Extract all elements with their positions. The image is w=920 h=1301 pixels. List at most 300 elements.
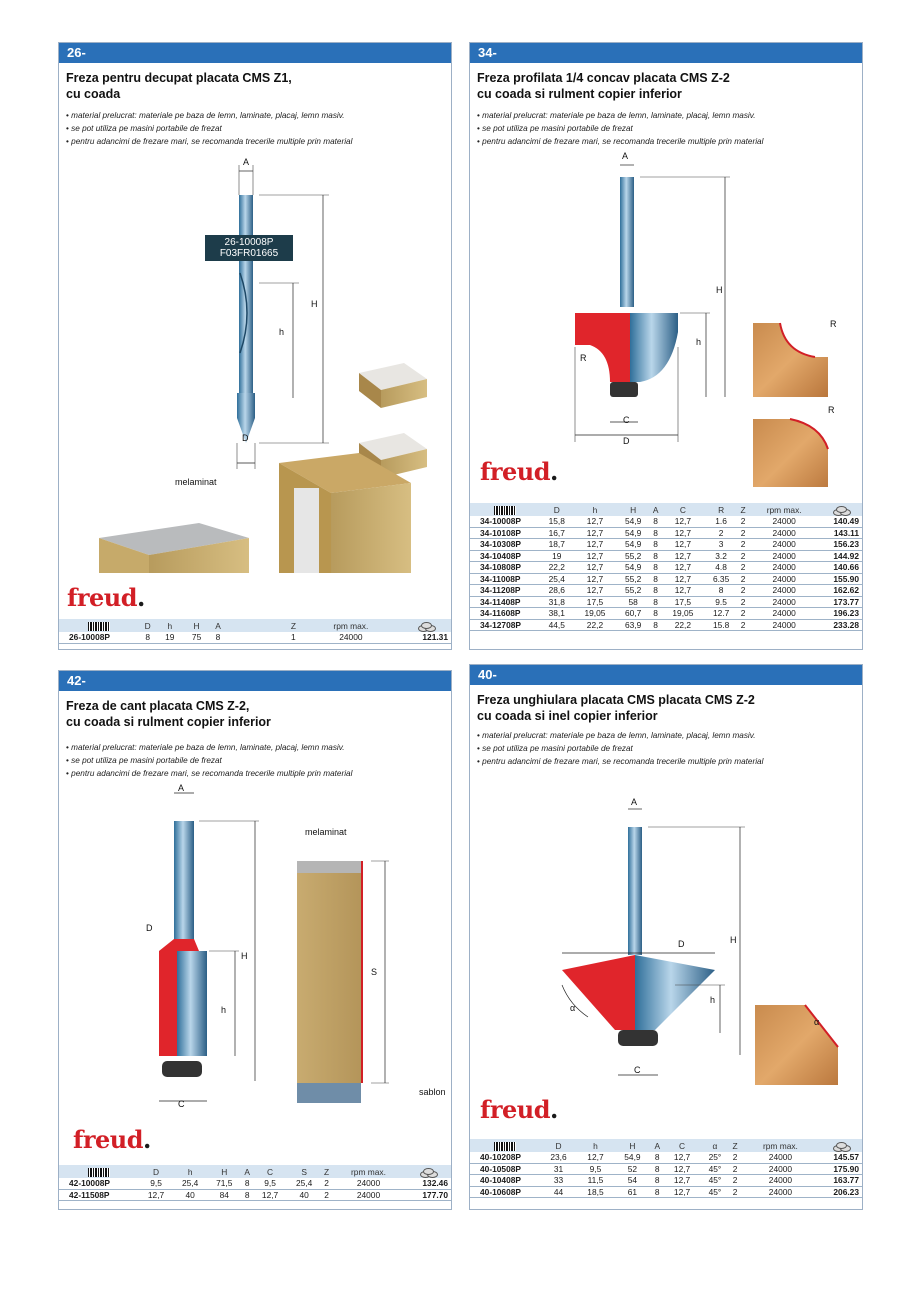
table-cell: 3.2: [704, 550, 737, 562]
product-code-cell: 26-10008P: [59, 632, 139, 643]
table-cell: 12,7: [661, 516, 704, 527]
spec-table: [59, 1165, 451, 1201]
table-cell: 17,5: [661, 596, 704, 608]
table-cell: 54,9: [616, 516, 649, 527]
table-cell: 8: [704, 585, 737, 597]
table-row: [470, 619, 862, 631]
table-cell: 3: [704, 539, 737, 551]
table-cell: 16,7: [540, 527, 573, 539]
table-cell: 31,8: [540, 596, 573, 608]
col-header: Z: [729, 1139, 741, 1152]
table-cell: 22,2: [540, 562, 573, 574]
table-cell: 17,5: [573, 596, 616, 608]
product-code-cell: 34-10308P: [470, 539, 540, 551]
table-cell: 8: [651, 1175, 664, 1187]
table-cell: 25°: [701, 1152, 730, 1163]
table-row: [470, 562, 862, 574]
table-cell: 71,5: [207, 1178, 241, 1189]
table-cell: 8: [650, 562, 661, 574]
table-cell: 2: [738, 527, 749, 539]
product-code-cell: 42-11508P: [59, 1189, 139, 1201]
table-cell: 24000: [332, 1189, 405, 1201]
table-cell: 40: [173, 1189, 207, 1201]
table-cell: 24000: [748, 550, 820, 562]
col-header: h: [577, 1139, 614, 1152]
title-line-2: cu coada: [66, 87, 121, 101]
sablon-label: sablon: [419, 1087, 446, 1097]
table-cell: 2: [729, 1175, 741, 1187]
table-cell: 24000: [748, 608, 820, 620]
col-header: C: [664, 1139, 701, 1152]
table-row: [470, 516, 862, 527]
table-cell: 12,7: [661, 562, 704, 574]
tag-ref: F03FR01665: [219, 248, 279, 259]
title-line-1: Freza de cant placata CMS Z-2,: [66, 699, 250, 713]
col-header: A: [210, 619, 226, 632]
table-cell: 12,7: [664, 1186, 701, 1198]
feature-list: [66, 741, 352, 780]
table-cell: 2: [704, 527, 737, 539]
table-cell: 8: [651, 1186, 664, 1198]
col-header: D: [139, 1165, 173, 1178]
table-row: [470, 596, 862, 608]
dim-label-h: h: [710, 995, 716, 1005]
product-code-cell: 34-10408P: [470, 550, 540, 562]
table-cell: 24000: [741, 1186, 820, 1198]
table-cell: 45°: [701, 1163, 730, 1175]
table-row: [470, 1152, 862, 1163]
table-cell: 8: [651, 1152, 664, 1163]
table-cell: 23,6: [540, 1152, 577, 1163]
col-header: D: [139, 619, 156, 632]
dim-label-H: H: [730, 935, 737, 945]
product-code-cell: 34-11608P: [470, 608, 540, 620]
price-cell: 233.28: [820, 619, 862, 631]
col-header: A: [650, 503, 661, 516]
table-cell: 12,7: [661, 573, 704, 585]
freud-logo: freud.: [480, 457, 558, 486]
dim-label-D: D: [678, 939, 685, 949]
col-header: h: [573, 503, 616, 516]
table-cell: 12,7: [573, 516, 616, 527]
col-header: rpm max.: [301, 619, 401, 632]
price-cell: 163.77: [820, 1175, 862, 1187]
table-cell: 8: [651, 1163, 664, 1175]
price-coins-icon: [416, 622, 436, 631]
table-cell: 24000: [332, 1178, 405, 1189]
dim-label-S: S: [371, 967, 378, 977]
dim-label-H: H: [311, 299, 318, 309]
table-cell: 8: [650, 550, 661, 562]
product-panel-26: [58, 42, 452, 650]
table-row: [470, 1175, 862, 1187]
table-cell: 52: [614, 1163, 651, 1175]
barcode-icon: [88, 1168, 110, 1177]
dim-label-R: R: [580, 353, 587, 363]
table-cell: 44: [540, 1186, 577, 1198]
price-cell: 156.23: [820, 539, 862, 551]
dim-label-C: C: [634, 1065, 641, 1075]
col-header: rpm max.: [741, 1139, 820, 1152]
feature-item: • pentru adancimi de frezare mari, se recomanda trecerile multiple prin material: [477, 755, 763, 768]
price-cell: 173.77: [820, 596, 862, 608]
table-cell: 40: [287, 1189, 321, 1201]
table-cell: 24000: [748, 596, 820, 608]
table-cell: 2: [738, 619, 749, 631]
table-cell: 12,7: [573, 573, 616, 585]
dim-label-h: h: [279, 327, 285, 337]
product-panel-34: [469, 42, 863, 650]
col-header: H: [614, 1139, 651, 1152]
table-cell: 24000: [741, 1175, 820, 1187]
table-cell: 8: [650, 527, 661, 539]
table-cell: 12,7: [139, 1189, 173, 1201]
col-header: H: [183, 619, 210, 632]
table-cell: 24000: [741, 1163, 820, 1175]
price-cell: 162.62: [820, 585, 862, 597]
col-header: H: [616, 503, 649, 516]
feature-item: • material prelucrat: materiale pe baza de lemn, laminate, placaj, lemn masiv.: [66, 741, 352, 754]
table-cell: 60,7: [616, 608, 649, 620]
dim-label-h: h: [696, 337, 702, 347]
table-cell: 12,7: [573, 562, 616, 574]
table-row: [470, 1186, 862, 1198]
dim-label-A: A: [178, 783, 185, 793]
table-cell: 2: [738, 585, 749, 597]
table-cell: 2: [738, 516, 749, 527]
freud-logo: freud.: [480, 1095, 558, 1124]
product-code-cell: 34-10108P: [470, 527, 540, 539]
price-cell: 206.23: [820, 1186, 862, 1198]
table-cell: 11,5: [577, 1175, 614, 1187]
spec-table: [470, 503, 862, 631]
dim-label-C: C: [178, 1099, 185, 1109]
table-cell: 2: [729, 1152, 741, 1163]
table-cell: 9.5: [704, 596, 737, 608]
panel-title: [66, 70, 292, 102]
dim-label-D: D: [146, 923, 153, 933]
dim-label-alpha: α: [570, 1003, 576, 1013]
table-cell: 24000: [748, 573, 820, 585]
table-row: [59, 632, 451, 643]
table-cell: 54,9: [614, 1152, 651, 1163]
table-cell: 2: [738, 539, 749, 551]
table-cell: 8: [650, 573, 661, 585]
table-cell: 15.8: [704, 619, 737, 631]
col-header: h: [173, 1165, 207, 1178]
product-code-cell: 42-10008P: [59, 1178, 139, 1189]
table-cell: 55,2: [616, 573, 649, 585]
panel-header: [59, 43, 451, 63]
table-cell: 2: [738, 596, 749, 608]
table-cell: 2: [729, 1186, 741, 1198]
col-header: h: [156, 619, 183, 632]
feature-item: • se pot utiliza pe masini portabile de frezat: [66, 754, 352, 767]
table-cell: 2: [738, 573, 749, 585]
table-cell: 6.35: [704, 573, 737, 585]
table-row: [470, 527, 862, 539]
table-cell: 12,7: [664, 1163, 701, 1175]
table-cell: 9,5: [577, 1163, 614, 1175]
table-row: [59, 1178, 451, 1189]
price-coins-icon: [418, 1168, 438, 1177]
melaminat-label: melaminat: [175, 477, 217, 487]
table-cell: 12,7: [573, 527, 616, 539]
product-code-cell: 34-11408P: [470, 596, 540, 608]
table-body: [59, 1178, 451, 1201]
table-row: [470, 550, 862, 562]
panel-header: [470, 665, 862, 685]
price-cell: 143.11: [820, 527, 862, 539]
table-cell: 18,7: [540, 539, 573, 551]
table-cell: 19: [156, 632, 183, 643]
table-cell: 8: [650, 608, 661, 620]
table-cell: 12,7: [661, 550, 704, 562]
table-cell: 8: [650, 539, 661, 551]
feature-item: • material prelucrat: materiale pe baza de lemn, laminate, placaj, lemn masiv.: [477, 109, 763, 122]
table-cell: 2: [738, 562, 749, 574]
table-cell: 8: [139, 632, 156, 643]
col-header: rpm max.: [332, 1165, 405, 1178]
table-cell: 12,7: [573, 585, 616, 597]
feature-list: [477, 109, 763, 148]
table-cell: 2: [738, 608, 749, 620]
panel-header: [59, 671, 451, 691]
table-body: [470, 1152, 862, 1198]
price-cell: 145.57: [820, 1152, 862, 1163]
table-cell: 1: [286, 632, 301, 643]
table-cell: 24000: [301, 632, 401, 643]
panel-number: 40-: [478, 667, 497, 682]
table-cell: 8: [650, 596, 661, 608]
freud-logo: freud.: [67, 583, 145, 612]
feature-item: • material prelucrat: materiale pe baza de lemn, laminate, placaj, lemn masiv.: [477, 729, 763, 742]
feature-item: • se pot utiliza pe masini portabile de frezat: [477, 122, 763, 135]
dim-label-A: A: [243, 157, 250, 167]
table-cell: 33: [540, 1175, 577, 1187]
profile-label-R1: R: [830, 319, 837, 329]
title-line-1: Freza profilata 1/4 concav placata CMS Z-2: [477, 71, 730, 85]
product-code-cell: 40-10208P: [470, 1152, 540, 1163]
table-cell: 31: [540, 1163, 577, 1175]
table-cell: 54,9: [616, 562, 649, 574]
table-cell: 55,2: [616, 585, 649, 597]
col-header: D: [540, 1139, 577, 1152]
dim-label-C: C: [623, 415, 630, 425]
col-header: C: [253, 1165, 287, 1178]
col-header: C: [661, 503, 704, 516]
table-cell: 2: [321, 1178, 332, 1189]
product-panel-40: [469, 664, 863, 1210]
table-cell: 2: [738, 550, 749, 562]
table-cell: 12,7: [573, 550, 616, 562]
price-cell: 140.66: [820, 562, 862, 574]
product-code-cell: 40-10608P: [470, 1186, 540, 1198]
table-cell: 54,9: [616, 527, 649, 539]
feature-list: [66, 109, 352, 148]
dim-label-H: H: [241, 951, 248, 961]
product-code-cell: 40-10508P: [470, 1163, 540, 1175]
title-line-2: cu coada si inel copier inferior: [477, 709, 658, 723]
dim-label-D: D: [623, 436, 630, 446]
table-cell: 8: [241, 1178, 253, 1189]
col-header: D: [540, 503, 573, 516]
table-cell: 61: [614, 1186, 651, 1198]
barcode-icon: [494, 1142, 516, 1151]
table-cell: 22,2: [661, 619, 704, 631]
profile-label-alpha: α: [814, 1017, 820, 1027]
price-coins-icon: [831, 506, 851, 515]
table-cell: 45°: [701, 1175, 730, 1187]
table-cell: 19: [540, 550, 573, 562]
table-cell: 44,5: [540, 619, 573, 631]
table-cell: 22,2: [573, 619, 616, 631]
dim-label-A: A: [622, 151, 629, 161]
table-cell: 54,9: [616, 539, 649, 551]
table-cell: 8: [241, 1189, 253, 1201]
table-cell: 19,05: [661, 608, 704, 620]
table-body: [470, 516, 862, 631]
product-panel-42: [58, 670, 452, 1210]
table-cell: 24000: [748, 527, 820, 539]
table-cell: 58: [616, 596, 649, 608]
product-code-cell: 34-12708P: [470, 619, 540, 631]
table-cell: 25,4: [540, 573, 573, 585]
table-header-row: [59, 619, 451, 632]
table-cell: 63,9: [616, 619, 649, 631]
product-code-cell: 34-11008P: [470, 573, 540, 585]
table-row: [470, 585, 862, 597]
table-cell: 12,7: [664, 1152, 701, 1163]
title-line-2: cu coada si rulment copier inferior: [66, 715, 271, 729]
table-cell: 19,05: [573, 608, 616, 620]
table-cell: 24000: [748, 585, 820, 597]
tag-code: 26-10008P: [224, 237, 274, 248]
table-cell: 25,4: [287, 1178, 321, 1189]
table-cell: 1.6: [704, 516, 737, 527]
feature-item: • pentru adancimi de frezare mari, se recomanda trecerile multiple prin material: [66, 135, 352, 148]
price-cell: 140.49: [820, 516, 862, 527]
price-cell: 196.23: [820, 608, 862, 620]
price-cell: 177.70: [405, 1189, 451, 1201]
title-line-1: Freza unghiulara placata CMS placata CMS Z-2: [477, 693, 755, 707]
table-cell: 9,5: [253, 1178, 287, 1189]
table-cell: 8: [650, 619, 661, 631]
table-cell: 25,4: [173, 1178, 207, 1189]
feature-item: • pentru adancimi de frezare mari, se recomanda trecerile multiple prin material: [66, 767, 352, 780]
col-header: A: [241, 1165, 253, 1178]
table-cell: 8: [650, 516, 661, 527]
profile-label-R2: R: [828, 405, 835, 415]
product-code-cell: 40-10408P: [470, 1175, 540, 1187]
col-header: Z: [321, 1165, 332, 1178]
col-header: Z: [738, 503, 749, 516]
col-header: R: [704, 503, 737, 516]
table-row: [470, 1163, 862, 1175]
table-row: [470, 539, 862, 551]
table-cell: 24000: [748, 619, 820, 631]
price-cell: 155.90: [820, 573, 862, 585]
panel-title: [477, 692, 755, 724]
router-bit-drawing: [470, 785, 864, 1085]
col-header: H: [207, 1165, 241, 1178]
table-row: [470, 573, 862, 585]
table-cell: 84: [207, 1189, 241, 1201]
panel-title: [66, 698, 271, 730]
price-cell: 175.90: [820, 1163, 862, 1175]
table-cell: 24000: [741, 1152, 820, 1163]
table-cell: 2: [729, 1163, 741, 1175]
table-cell: 75: [183, 632, 210, 643]
dim-label-H: H: [716, 285, 723, 295]
feature-list: [477, 729, 763, 768]
table-cell: 38,1: [540, 608, 573, 620]
dim-label-A: A: [631, 797, 638, 807]
col-header: α: [701, 1139, 730, 1152]
table-cell: 12,7: [661, 539, 704, 551]
table-cell: 2: [321, 1189, 332, 1201]
freud-logo: freud.: [73, 1125, 151, 1154]
table-cell: 8: [650, 585, 661, 597]
title-line-2: cu coada si rulment copier inferior: [477, 87, 682, 101]
table-cell: 12,7: [661, 585, 704, 597]
title-line-1: Freza pentru decupat placata CMS Z1,: [66, 71, 292, 85]
panel-number: 26-: [67, 45, 86, 60]
feature-item: • se pot utiliza pe masini portabile de frezat: [477, 742, 763, 755]
product-code-cell: 34-10808P: [470, 562, 540, 574]
product-code-cell: 34-10008P: [470, 516, 540, 527]
price-cell: 121.31: [401, 632, 451, 643]
table-cell: 24000: [748, 539, 820, 551]
melaminat-label: melaminat: [305, 827, 347, 837]
price-cell: 132.46: [405, 1178, 451, 1189]
table-cell: 8: [210, 632, 226, 643]
col-header: S: [287, 1165, 321, 1178]
table-cell: 12,7: [664, 1175, 701, 1187]
price-cell: 144.92: [820, 550, 862, 562]
table-cell: 24000: [748, 516, 820, 527]
barcode-icon: [88, 622, 110, 631]
feature-item: • material prelucrat: materiale pe baza de lemn, laminate, placaj, lemn masiv.: [66, 109, 352, 122]
feature-item: • pentru adancimi de frezare mari, se recomanda trecerile multiple prin material: [477, 135, 763, 148]
dim-label-h: h: [221, 1005, 227, 1015]
table-cell: 28,6: [540, 585, 573, 597]
table-cell: 12,7: [573, 539, 616, 551]
feature-item: • se pot utiliza pe masini portabile de frezat: [66, 122, 352, 135]
table-cell: 9,5: [139, 1178, 173, 1189]
panel-header: [470, 43, 862, 63]
table-body: [59, 632, 451, 643]
table-row: [59, 1189, 451, 1201]
table-cell: 54: [614, 1175, 651, 1187]
col-header: rpm max.: [748, 503, 820, 516]
router-bit-drawing: [59, 153, 453, 573]
price-coins-icon: [831, 1142, 851, 1151]
table-cell: 45°: [701, 1186, 730, 1198]
panel-number: 34-: [478, 45, 497, 60]
panel-title: [477, 70, 730, 102]
col-header: Z: [286, 619, 301, 632]
product-code-tag: [205, 235, 293, 261]
router-bit-drawing: [470, 147, 864, 487]
col-header: A: [651, 1139, 664, 1152]
table-cell: 12,7: [577, 1152, 614, 1163]
table-cell: 18,5: [577, 1186, 614, 1198]
table-cell: 12,7: [661, 527, 704, 539]
table-cell: 12.7: [704, 608, 737, 620]
table-header-row: [470, 1139, 862, 1152]
table-header-row: [470, 503, 862, 516]
